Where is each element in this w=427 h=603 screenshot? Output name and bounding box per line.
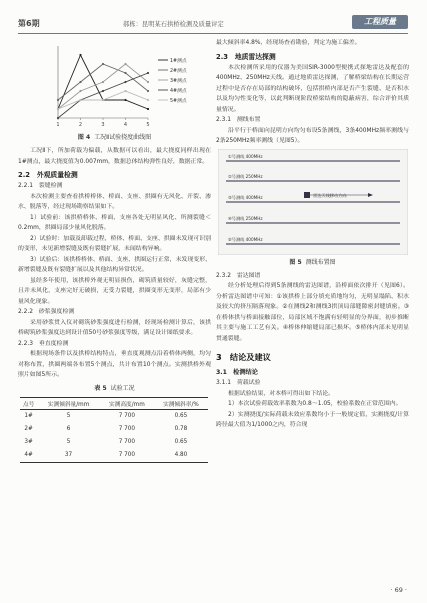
table-cell: 7 700: [118, 426, 136, 432]
table-cell: 2#: [24, 426, 33, 432]
paragraph: 本次检测所采用的仪器为美国SIR-3000型便携式探地雷达及配套的400MHz、250MHz天线。通过地质雷达探测，了解桥梁结构在长期运营过程中是否存在局部的结构破坏，包括拱桥内部是否产生裂缝、是否积水以及均匀性变化等，以此判断现阶段桥梁结构的隐蔽病害，综合评价其质量情况。: [216, 64, 409, 113]
paragraph: 本次检测主要查看拱桥桥体、桥面、支座、拱圈有无风化、开裂、渗水、脱落等，经过现场勘察结果如下。: [18, 193, 211, 210]
table-5: [20, 397, 208, 463]
data-point: [102, 81, 104, 83]
data-point: [102, 99, 104, 101]
legend-entry: 5#测点: [170, 98, 187, 104]
page-header: [18, 18, 408, 32]
data-point: [147, 108, 149, 110]
table-header-cell: 实测高度/mm: [100, 397, 154, 409]
table-cell: 1#: [24, 413, 33, 419]
data-point: [57, 117, 59, 119]
data-point: [79, 81, 81, 83]
survey-line-label: ⑤号测线 400MHz: [228, 236, 263, 242]
data-point: [124, 99, 126, 101]
figure-4-caption: [18, 132, 211, 143]
table-row: [20, 449, 208, 463]
section-heading: 3.1 检测结论: [216, 369, 258, 376]
right-column: [216, 38, 409, 431]
table-row: [20, 436, 208, 449]
data-point: [147, 90, 149, 92]
x-tick-label: 2: [78, 122, 83, 128]
table-header-cell: 点号: [20, 397, 37, 409]
issue-number: 第6期: [18, 19, 40, 28]
table-5-caption: [18, 383, 211, 394]
table-cell: 7 700: [118, 439, 136, 445]
figure-5-caption: [216, 257, 409, 268]
survey-line-label: ②号测线 250MHz: [228, 173, 263, 179]
subsection-heading: 2.3.1 测线布置: [216, 117, 261, 123]
antenna-direction-label: 雷达天线移动方向: [313, 192, 347, 198]
legend-entry: 2#测点: [170, 68, 187, 74]
legend-entry: 4#测点: [170, 88, 187, 94]
data-point: [124, 63, 126, 65]
x-tick-label: 1: [56, 122, 60, 128]
survey-line-label: ③号测线 400MHz: [228, 194, 263, 200]
figure-5-title: 测线布置图: [305, 258, 336, 266]
deflection-chart: [18, 38, 211, 130]
table-row: [20, 423, 208, 436]
data-point: [79, 99, 81, 101]
data-point: [57, 108, 59, 110]
table-header-cell: 实测倾斜率/%: [154, 397, 208, 409]
section-heading: 2.3 地质雷达探测: [216, 52, 276, 61]
data-point: [102, 90, 104, 92]
paragraph: 虽经多年使用，该拱桥外观无明显损伤，砌筑质量较好，灰缝完整，且并未风化，支座完好无破损，无受力裂缝，拱圈变形无变形，局部有少量风化现象。: [18, 277, 211, 305]
paragraph: 3）试验后：该拱桥桥体、桥面、支座、拱圈运行正常，未发现变形、新增裂缝及既有裂缝扩展以及其他结构异常状况。: [18, 256, 211, 273]
data-point: [79, 54, 81, 56]
header-rule: [18, 33, 408, 34]
table-cell: 4.80: [154, 449, 208, 463]
data-point: [124, 72, 126, 74]
figure-5: [218, 149, 408, 255]
table-cell: 0.65: [174, 413, 188, 419]
figure-4: [18, 38, 211, 130]
paragraph: 沿平行于桥面向昆明方向均匀布设5条测线，3条400MHz频率测线与2条250MHz频率测线（见图5）。: [216, 127, 409, 144]
x-tick-label: 4: [123, 122, 128, 128]
table-cell: 7 700: [100, 449, 154, 463]
series-line: [58, 64, 148, 109]
table-row: [20, 409, 208, 423]
table-5-title: 试验工况: [110, 384, 135, 392]
paragraph: 1）试验前：该拱桥桥体、桥面、支座各处无明显风化、所测裂缝＜0.2mm，拱圈局部少量风化脱落。: [18, 214, 211, 231]
data-point: [147, 99, 149, 101]
subsection-heading: 2.3.2 雷达图谱: [216, 272, 261, 279]
antenna-block: [304, 192, 310, 198]
legend-entry: 1#测点: [170, 58, 187, 64]
running-title: 郝栋：昆明某石拱桥检测及质量评定: [123, 21, 224, 28]
paragraph: 最大倾斜率4.8%，经现场查看勘验，判定为施工偏差。: [216, 40, 361, 46]
section-heading: 2.2 外观质量检测: [18, 171, 78, 179]
left-column: [18, 38, 211, 463]
legend-entry: 3#测点: [170, 78, 187, 84]
figure-5-number: 图 5: [289, 258, 302, 266]
table-cell: 5: [66, 439, 71, 445]
survey-line-label: ④号测线 250MHz: [228, 215, 263, 221]
figure-4-number: 图 4: [77, 134, 91, 141]
page-number: · 69 ·: [390, 586, 407, 594]
section-heading: 3 结论及建议: [216, 352, 271, 362]
figure-4-title: 工况Ⅱ试验挠度曲线图: [94, 134, 152, 141]
subsection-heading: 2.2.1 裂缝检测: [18, 183, 63, 189]
paragraph: 根据试验结果，对本桥可得出如下结论。: [228, 390, 335, 397]
paragraph: 2）试验时：加载及卸载过程，桥体、桥面、支座、拱圈未发现可识别的变形，未见新增裂缝及既有裂缝扩展，未闻结构异响。: [18, 235, 211, 252]
data-point: [57, 99, 59, 101]
table-header-cell: 实测倾斜量/mm: [37, 397, 100, 409]
data-point: [79, 90, 81, 92]
table-cell: 37: [37, 449, 100, 463]
table-cell: 0.65: [174, 439, 188, 445]
data-point: [124, 90, 126, 92]
data-point: [147, 72, 149, 74]
table-cell: 0.78: [174, 426, 188, 432]
subsection-heading: 2.2.3 垂直度检测: [18, 340, 69, 347]
paragraph: 经分析处理后得到5条测线的雷达图谱，沿桥面依次排开（见图6）。分析雷达图谱中可知：①该拱桥上部分填充质地均匀，无明显塌陷、积水及较大的挤压隔落现象。②在测线2和测线3拱顶局部缝隙密封缝填密。③在桥体拱与桥面接触部位，局部区域不饱满有轻明显的分界面，初步推断其主要与施工工艺有关。④桥体伸缩缝局部已损坏。⑤桥体内部未见明显贯通裂缝。: [216, 283, 409, 342]
table-5-number: 表 5: [94, 384, 107, 392]
x-tick-label: 5: [146, 122, 150, 128]
data-point: [102, 63, 104, 65]
table-cell: 7 700: [118, 413, 136, 419]
data-point: [147, 81, 149, 83]
subsection-heading: 2.2.2 砂浆强度检测: [18, 309, 75, 315]
table-cell: 6: [66, 426, 71, 432]
x-tick-label: 3: [101, 122, 105, 128]
table-header-row: [20, 397, 208, 409]
table-cell: 4#: [20, 449, 37, 463]
journal-logo: 工程质量: [352, 15, 408, 29]
paragraph: 2）实测挠度/实际荷载未效应系数均小于一般规定值，实测挠度/计算跨径最大值为1/1000之内，符合现: [216, 411, 409, 428]
paragraph: 工况Ⅱ下，所加荷载为偏载，从数据可以看出，最大挠度同样出现在1#测点，最大挠度值为0.007mm，数据总体结构弹性良好，数据正常。: [18, 148, 211, 165]
paragraph: 采用砂浆贯入仪对砌筑砂浆强度进行检测，经现场检测计算后，该拱桥砌筑砂浆强度达到设计值50号砂浆强度等级，满足设计图纸要求。: [18, 319, 211, 336]
paragraph: 1）本次试验荷载效率系数为0.8～1.05，校验系数在正常范围内。: [228, 401, 402, 407]
table-cell: 3#: [24, 439, 33, 445]
survey-line-diagram: [218, 149, 408, 255]
survey-line-label: ①号测线 400MHz: [228, 153, 263, 159]
table-cell: 5: [66, 413, 71, 419]
paragraph: 根据现场条件以及拱桥结构特点，垂直度观测点沿着桥体两侧，均匀对称布置，拱圈两端各布置5个测点，共计布置10个测点。实测拱桥外观照片如图5所示。: [18, 351, 211, 378]
data-point: [124, 81, 126, 83]
subsection-heading: 3.1.1 荷载试验: [216, 380, 261, 386]
